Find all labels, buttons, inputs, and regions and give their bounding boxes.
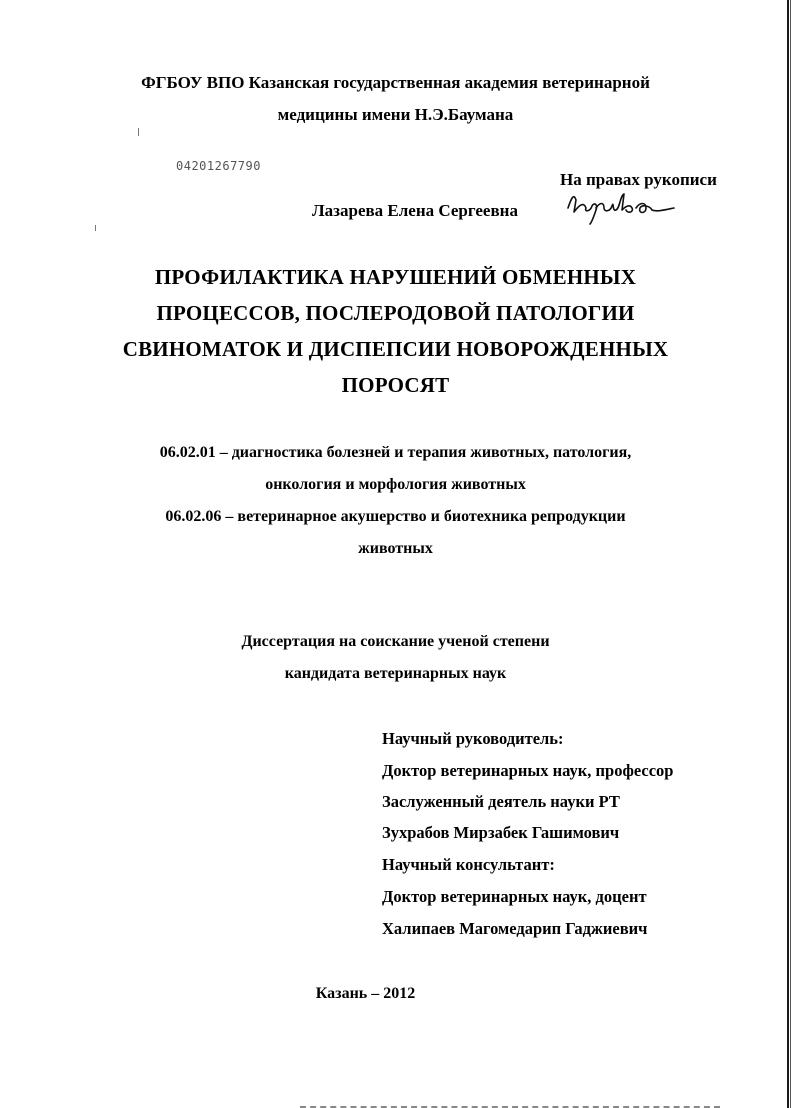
scan-speck (95, 225, 96, 231)
title-line-1: ПРОФИЛАКТИКА НАРУШЕНИЙ ОБМЕННЫХ (154, 265, 637, 289)
consultant-name: Халипаев Магомедарип Гаджиевич (382, 919, 648, 938)
signature-icon (560, 186, 680, 226)
manuscript-rights: На правах рукописи (560, 170, 717, 189)
supervisor-heading: Научный руководитель: (382, 729, 564, 748)
specialty-1-line-1: 06.02.01 – диагностика болезней и терапия животных, патология, (159, 444, 632, 461)
specialty-2-line-1: 06.02.06 – ветеринарное акушерство и биотехника репродукции (165, 508, 626, 525)
consultant-heading: Научный консультант: (382, 855, 555, 874)
title-line-3: СВИНОМАТОК И ДИСПЕПСИИ НОВОРОЖДЕННЫХ (122, 337, 669, 361)
degree-line-2: кандидата ветеринарных наук (284, 665, 507, 682)
scan-noise (300, 1103, 720, 1108)
archive-number: 04201267790 (176, 159, 261, 173)
institution-line-2: медицины имени Н.Э.Баумана (277, 105, 514, 124)
title-line-2: ПРОЦЕССОВ, ПОСЛЕРОДОВОЙ ПАТОЛОГИИ (156, 301, 635, 325)
author-name: Лазарева Елена Сергеевна (312, 201, 518, 220)
institution-line-1: ФГБОУ ВПО Казанская государственная академия ветеринарной (141, 73, 650, 92)
degree-line-1: Диссертация на соискание ученой степени (241, 633, 550, 650)
supervisor-name: Зухрабов Мирзабек Гашимович (382, 823, 620, 842)
scan-speck (138, 128, 139, 136)
city-year: Казань – 2012 (315, 985, 416, 1002)
consultant-degree: Доктор ветеринарных наук, доцент (382, 887, 647, 906)
supervisor-title: Заслуженный деятель науки РТ (382, 792, 620, 811)
title-line-4: ПОРОСЯТ (341, 373, 450, 397)
specialty-1-line-2: онкология и морфология животных (265, 476, 526, 493)
specialty-2-line-2: животных (358, 540, 433, 557)
supervisor-degree: Доктор ветеринарных наук, профессор (382, 761, 674, 780)
